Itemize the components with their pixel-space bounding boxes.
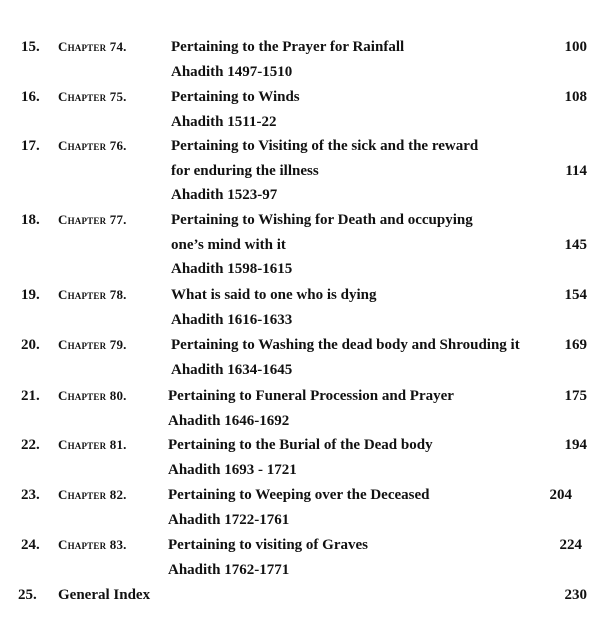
entry-number: 16. [21, 89, 40, 105]
entry-title [171, 283, 541, 332]
entry-title-line: What is said to one who is dying [171, 287, 377, 303]
chapter-label: Chapter 82. [58, 487, 127, 502]
entry-hadith-range: Ahadith 1598-1615 [171, 261, 293, 277]
entry-number: 22. [21, 437, 40, 453]
entry-title [171, 134, 541, 208]
entry-title [168, 533, 538, 582]
chapter-label: Chapter 76. [58, 138, 127, 153]
entry-title [171, 35, 541, 84]
chapter-label: Chapter 75. [58, 89, 127, 104]
entry-number: 15. [21, 39, 40, 55]
entry-title-line: Pertaining to Winds [171, 89, 300, 105]
entry-number: 25. [18, 587, 37, 603]
entry-number: 19. [21, 287, 40, 303]
entry-hadith-range: Ahadith 1497-1510 [171, 63, 293, 80]
entry-title-line: Pertaining to visiting of Graves [168, 537, 368, 553]
entry-title [168, 384, 538, 433]
entry-page-number: 169 [564, 337, 587, 353]
entry-hadith-range: Ahadith 1693 - 1721 [168, 461, 297, 478]
entry-hadith-range: Ahadith 1511-22 [171, 113, 277, 130]
entry-number: 23. [21, 487, 40, 503]
entry-title [168, 433, 538, 482]
general-index-label: General Index [58, 587, 151, 603]
entry-title-line: Pertaining to the Prayer for Rainfall [171, 39, 405, 55]
entry-hadith-range: Ahadith 1634-1645 [171, 361, 293, 378]
chapter-label: Chapter 78. [58, 287, 127, 302]
entry-title [171, 333, 541, 382]
entry-title-line: Pertaining to Washing the dead body and Shrouding it [171, 337, 520, 353]
entry-hadith-range: Ahadith 1762-1771 [168, 561, 290, 578]
entry-title-line: Pertaining to Funeral Procession and Prayer [168, 388, 454, 404]
entry-hadith-range: Ahadith 1616-1633 [171, 311, 293, 328]
entry-page-number: 100 [564, 39, 587, 55]
entry-page-number: 108 [564, 89, 587, 105]
entry-title-line: one’s mind with it [171, 236, 286, 253]
entry-number: 18. [21, 212, 40, 228]
entry-number: 24. [21, 537, 40, 553]
entry-number: 17. [21, 138, 40, 154]
entry-page-number: 230 [564, 587, 587, 603]
entry-page-number: 175 [564, 388, 587, 404]
entry-title-line: Pertaining to Visiting of the sick and the reward [171, 138, 479, 154]
chapter-label: Chapter 83. [58, 537, 127, 552]
entry-page-number: 154 [564, 287, 587, 303]
entry-title [171, 85, 541, 134]
entry-hadith-range: Ahadith 1523-97 [171, 187, 278, 203]
entry-hadith-range: Ahadith 1646-1692 [168, 412, 290, 429]
entry-title-line: Pertaining to the Burial of the Dead body [168, 437, 433, 453]
chapter-label: Chapter 74. [58, 39, 127, 54]
chapter-label: Chapter 77. [58, 212, 127, 227]
entry-page-number: 194 [564, 437, 587, 453]
entry-page-number: 224 [559, 537, 582, 553]
entry-page-number: 145 [564, 236, 587, 253]
entry-page-number: 204 [549, 487, 572, 503]
entry-hadith-range: Ahadith 1722-1761 [168, 511, 290, 528]
entry-title [168, 483, 538, 532]
chapter-label: Chapter 80. [58, 388, 127, 403]
entry-title [171, 208, 541, 282]
entry-number: 20. [21, 337, 40, 353]
entry-title-line: Pertaining to Weeping over the Deceased [168, 487, 430, 503]
entry-page-number: 114 [565, 162, 587, 179]
entry-title-line: for enduring the illness [171, 162, 319, 179]
entry-title-line: Pertaining to Wishing for Death and occupying [171, 212, 473, 228]
chapter-label: Chapter 79. [58, 337, 127, 352]
chapter-label: Chapter 81. [58, 437, 127, 452]
entry-number: 21. [21, 388, 40, 404]
